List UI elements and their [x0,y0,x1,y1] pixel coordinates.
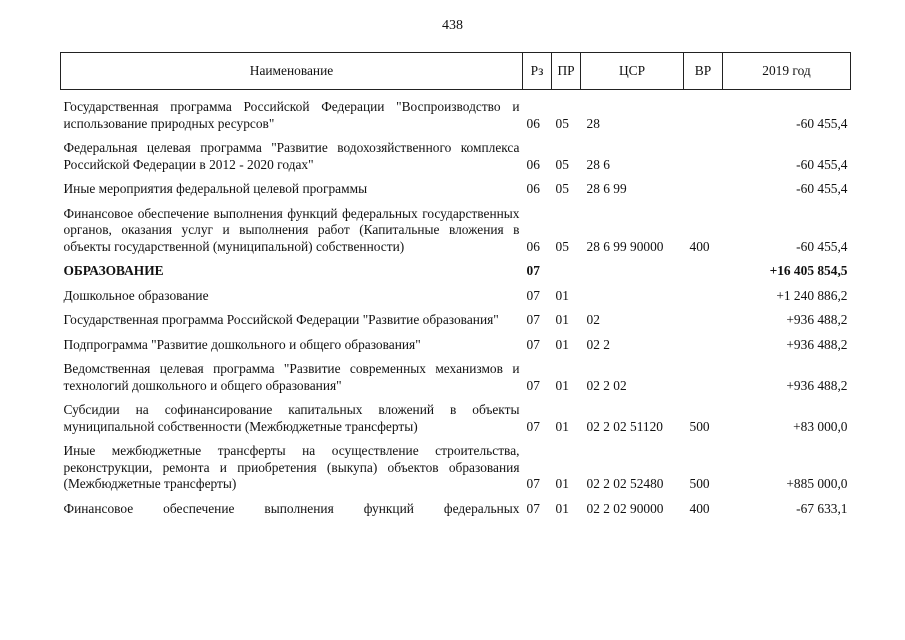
row-pr: 01 [555,377,569,393]
row-amount: +1 240 886,2 [776,287,848,303]
row-vr: 500 [689,418,710,434]
table-row [61,329,851,354]
header-csr: ЦСР [581,53,684,90]
row-name: Дошкольное образование [63,287,209,303]
table-row [61,394,851,435]
row-vr [684,329,723,354]
row-vr [684,173,723,198]
row-csr: 28 6 [586,156,610,172]
row-name: Подпрограмма "Развитие дошкольного и общего образования" [63,336,421,352]
table-row-section [61,255,851,280]
row-vr [684,280,723,305]
row-rz: 07 [526,263,540,278]
row-name: Финансовое обеспечение выполнения функций федеральных [63,500,520,516]
row-name: Финансовое обеспечение выполнения функций федеральных государственных органов, оказания услуг и выполнения работ (Капитальные вложения в объекты государственной (муниципальной) собственности) [63,205,520,254]
row-name: Федеральная целевая программа "Развитие водохозяйственного комплекса Российской Федерации в 2012 - 2020 годах" [63,140,520,172]
row-amount: -60 455,4 [796,156,848,172]
row-pr [552,255,581,280]
table-row [61,198,851,256]
row-name: Государственная программа Российской Федерации "Воспроизводство и использование природных ресурсов" [63,99,520,131]
table-row [61,304,851,329]
header-pr: ПР [552,53,581,90]
row-vr [684,132,723,173]
row-rz: 07 [526,500,540,516]
header-year: 2019 год [723,53,851,90]
row-vr: 500 [689,476,710,491]
row-name: Ведомственная целевая программа "Развитие современных механизмов и технологий дошкольного и общего образования" [63,361,520,393]
row-name: Иные межбюджетные трансферты на осуществление строительства, реконструкции, ремонта и приобретения (выкупа) объектов образования (Межбюджетные трансферты) [63,443,520,491]
row-csr: 28 6 99 [586,181,627,196]
row-pr: 01 [555,476,569,491]
row-amount: -60 455,4 [796,115,848,131]
row-csr: 28 6 99 90000 [586,238,664,254]
row-vr [684,90,723,133]
row-amount: -60 455,4 [796,181,848,196]
row-name: Иные мероприятия федеральной целевой программы [63,181,368,196]
row-pr: 05 [555,181,569,196]
row-rz: 07 [526,377,540,393]
row-csr: 28 [586,115,600,131]
row-pr: 01 [555,312,569,327]
row-rz: 06 [526,156,540,172]
row-csr: 02 [586,312,600,327]
row-pr: 05 [555,238,569,254]
row-amount: -60 455,4 [796,238,848,254]
row-rz: 07 [526,312,540,327]
row-pr: 05 [555,115,569,131]
row-rz: 06 [526,181,540,196]
header-rz: Рз [523,53,552,90]
row-amount: +16 405 854,5 [769,263,848,278]
row-name: Субсидии на софинансирование капитальных вложений в объекты муниципальной собственности (Межбюджетные трансферты) [63,402,520,434]
row-csr: 02 2 02 52480 [586,476,664,491]
row-csr [581,255,684,280]
row-vr [684,255,723,280]
table-row [61,173,851,198]
row-csr: 02 2 02 90000 [586,500,664,516]
budget-table [60,52,851,517]
table-row [61,90,851,133]
row-amount: +936 488,2 [786,377,848,393]
row-vr: 400 [689,238,710,254]
section-title: ОБРАЗОВАНИЕ [63,263,164,278]
row-amount: +936 488,2 [786,312,848,327]
row-rz: 07 [526,476,540,491]
table-header-row [61,53,851,90]
table-row [61,132,851,173]
table-row [61,435,851,493]
row-pr: 01 [555,418,569,434]
row-csr: 02 2 02 51120 [586,418,663,434]
page-number: 438 [442,18,463,33]
row-pr: 01 [555,287,569,303]
row-amount: +83 000,0 [793,418,848,434]
header-name: Наименование [61,53,523,90]
table-row [61,280,851,305]
row-pr: 01 [555,500,569,516]
header-vr: ВР [684,53,723,90]
row-amount: +885 000,0 [786,476,848,491]
row-vr: 400 [689,500,710,516]
row-csr: 02 2 02 [586,377,627,393]
row-vr [684,304,723,329]
row-amount: -67 633,1 [796,500,848,516]
row-vr [684,353,723,394]
row-pr: 01 [555,336,569,352]
table-row [61,353,851,394]
table-row [61,493,851,518]
row-name: Государственная программа Российской Федерации "Развитие образования" [63,312,499,327]
row-rz: 06 [526,115,540,131]
row-rz: 07 [526,336,540,352]
row-csr: 02 2 [586,336,610,352]
row-amount: +936 488,2 [786,336,848,352]
row-rz: 06 [526,238,540,254]
row-pr: 05 [555,156,569,172]
row-csr [581,280,684,305]
row-rz: 07 [526,418,540,434]
row-rz: 07 [526,287,540,303]
